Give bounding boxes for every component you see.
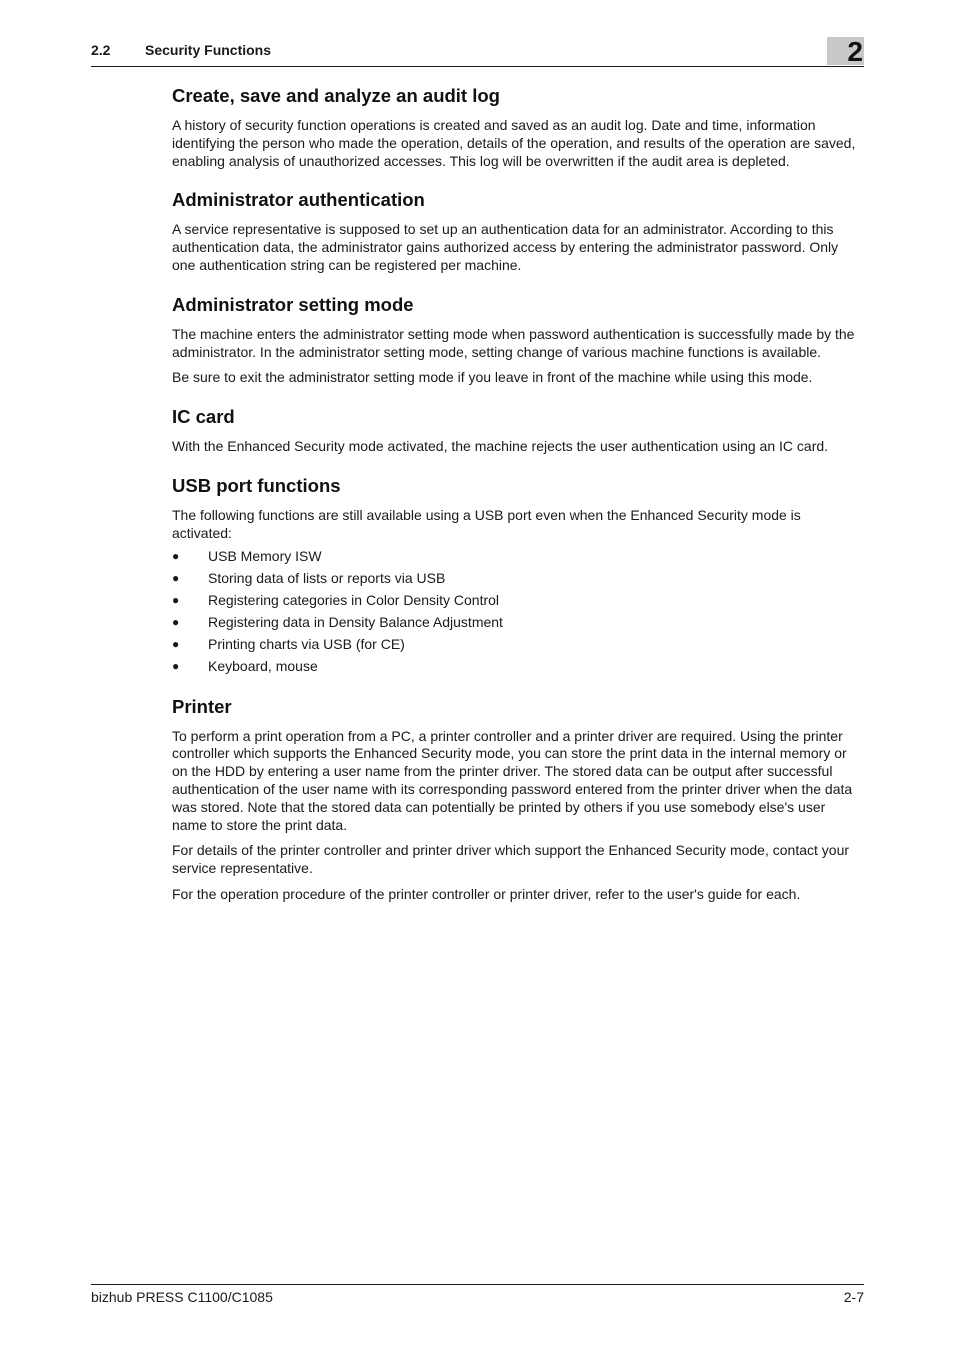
section-admin-authentication — [172, 188, 864, 274]
list-item-text: USB Memory ISW — [208, 547, 322, 564]
bullet-icon: ● — [172, 636, 180, 651]
bullet-icon: ● — [172, 592, 180, 607]
bullet-icon: ● — [172, 548, 180, 563]
usb-function-list — [172, 545, 864, 677]
paragraph: The following functions are still available using a USB port even when the Enhanced Security mode is activated: — [172, 506, 801, 541]
product-name: bizhub PRESS C1100/C1085 — [91, 1289, 273, 1305]
list-item — [172, 655, 864, 677]
paragraph: A service representative is supposed to set up an authentication data for an administrator. According to this authentication data, the administrator gains authorized access by entering the administrator password. Only one authentication string can be registered per machine. — [172, 221, 839, 273]
section-title: Security Functions — [145, 42, 272, 58]
paragraph: The machine enters the administrator setting mode when password authentication is successfully made by the administrator. In the administrator setting mode, setting change of various machine functions is available. — [172, 325, 855, 360]
list-item — [172, 589, 864, 611]
page-footer — [91, 1284, 864, 1311]
bullet-icon: ● — [172, 658, 180, 673]
bullet-icon: ● — [172, 570, 180, 585]
section-heading: IC card — [172, 406, 235, 428]
page-number: 2-7 — [843, 1289, 864, 1305]
section-heading: Printer — [172, 695, 232, 717]
paragraph: Be sure to exit the administrator setting mode if you leave in front of the machine while using this mode. — [172, 369, 813, 386]
page-header — [91, 38, 864, 67]
section-usb-port-functions — [172, 474, 864, 677]
section-number: 2.2 — [91, 42, 111, 58]
list-item-text: Printing charts via USB (for CE) — [208, 635, 405, 652]
section-heading: Create, save and analyze an audit log — [172, 85, 500, 106]
main-content — [172, 84, 864, 922]
section-audit-log — [172, 84, 864, 170]
bullet-icon: ● — [172, 614, 180, 629]
section-heading: Administrator authentication — [172, 189, 425, 211]
list-item — [172, 567, 864, 589]
paragraph: A history of security function operations is created and saved as an audit log. Date and time, information identifying the person who made the operation, details of the operation, and results of the operation are saved, enabling analysis of unauthorized accesses. This log will be overwritten if the audit area is depleted. — [172, 117, 856, 169]
section-heading: Administrator setting mode — [172, 293, 414, 315]
paragraph: To perform a print operation from a PC, a printer controller and a printer driver are required. Using the printer controller which supports the Enhanced Security mode, you can store the print data in the internal memory or on the HDD by entering a user name from the printer driver. The stored data can be output after successful authentication of the user name with its corresponding password entered from the printer driver when the data was stored. Note that the stored data can potentially be printed by others if you use somebody else's user name to store the print data. — [172, 727, 853, 833]
list-item-text: Storing data of lists or reports via USB — [208, 569, 446, 586]
list-item — [172, 633, 864, 655]
section-heading: USB port functions — [172, 474, 341, 496]
paragraph: With the Enhanced Security mode activated, the machine rejects the user authentication using an IC card. — [172, 438, 829, 455]
chapter-number: 2 — [847, 36, 863, 67]
section-printer — [172, 695, 864, 904]
list-item — [172, 545, 864, 567]
list-item-text: Keyboard, mouse — [208, 657, 318, 674]
paragraph: For details of the printer controller and printer driver which support the Enhanced Security mode, contact your service representative. — [172, 842, 850, 877]
list-item-text: Registering categories in Color Density Control — [208, 591, 500, 608]
section-ic-card — [172, 405, 864, 456]
section-admin-setting-mode — [172, 293, 864, 387]
list-item-text: Registering data in Density Balance Adjustment — [208, 613, 503, 630]
list-item — [172, 611, 864, 633]
paragraph: For the operation procedure of the printer controller or printer driver, refer to the user's guide for each. — [172, 885, 801, 902]
